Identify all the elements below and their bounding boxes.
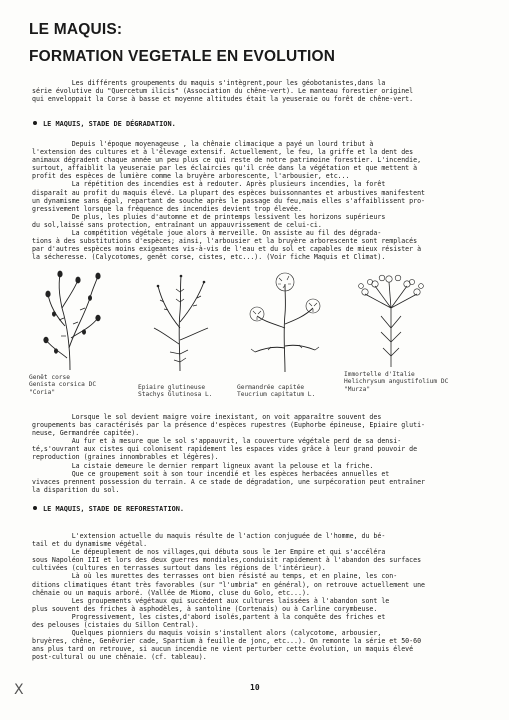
caption-genet-corse: Genêt corse Genista corsica DC "Coria"	[29, 374, 97, 396]
margin-mark: X	[14, 682, 24, 698]
page-number: 10	[250, 683, 260, 692]
intro-paragraph: Les différents groupements du maquis s'intègrent,pour les géobotanistes,dans la série évolutive du "Quercetum ilicis" (Association du chêne-vert). Le manteau forestier originel qui enveloppait la Corse à basse et moyenne altitudes était la yeuseraie ou forêt de chêne-vert.	[32, 79, 414, 104]
section1-body: Depuis l'époque moyenageuse , la chênaie climacique a payé un lourd tribut à l'extension des cultures et à l'élevage extensif. Actuellement, le feu, la griffe et la dent des animaux dégradent chaque année un peu plus ce qui reste de notre patrimoine forestier. L'incendie, surtout, affaiblit la yeuseraie par les éclaircies qu'il crée dans la végétation et que mettent à profit des espèces de lumière comme la bruyère arborescente, l'arbousier, etc... La répétition des incendies est à redouter. Après plusieurs incendies, la forêt disparaît au profit du maquis élevé. La plupart des espèces buissonnantes et arbustives manifestent un dynamisme sans égal, repartant de souche après le passage du feu,mais elles s'affaiblissent pro- gressivement lorsque la fréquence des incendies devient trop élevée. De plus, les pluies d'automne et de printemps lessivent les horizons supérieurs du sol,laissé sans protection, entraînant un appauvrissement de celui-ci. La compétition végétale joue alors à merveille. On assiste au fil des dégrada- tions à des substitutions d'espèces; ainsi, l'arbousier et la bruyère arborescente sont remplacés par d'autres espèces moins exigeantes vis-à-vis de l'eau et du sol et capables de mieux résister à la sécheresse. (Calycotomes, genêt corse, cistes, etc...). (Voir fiche Maquis et Climat).	[32, 140, 426, 262]
section1-body-continued: Lorsque le sol devient maigre voire inexistant, on voit apparaître souvent des groupements bas caractérisés par la présence d'espèces rupestres (Euphorbe épineuse, Epiaire gluti- neuse, Germandrée capitée). Au fur et à mesure que le sol s'appauvrit, la couverture végétale perd de sa densi- té,s'ouvrant aux cistes qui colonisent rapidement les espaces vides grâce à leur grand pouvoir de reproduction (graines innombrables et légères). La cistaie demeure le dernier rempart ligneux avant la pelouse et la friche. Que ce groupement soit à son tour incendié et les espèces herbacées annuelles et vivaces prennent possession du terrain. A ce stade de dégradation, une surpécoration peut entraîner la disparition du sol.	[32, 413, 426, 494]
section-heading-degradation	[33, 120, 176, 128]
section-heading-reforestation	[33, 505, 184, 513]
section2-body: L'extension actuelle du maquis résulte de l'action conjuguée de l'homme, du bé- tail et du dynamisme végétal. Le dépeuplement de nos villages,qui débuta sous le 1er Empire et qui s'accéléra sous Napoléon III et lors des deux guerres mondiales,conduisit rapidement à l'abandon des surfaces cultivées (cultures en terrasses surtout dans les régions de l'intérieur). Là où les murettes des terrasses ont bien résisté au temps, et en plaine, les con- ditions climatiques étant très favorables (sur "l'umbria" en général), on retrouve actuellement une chênaie ou un maquis arboré. (Vallée de Miomo, cluse du Golo, etc...). Les groupements végétaux qui succèdent aux cultures laissées à l'abandon sont le plus souvent des friches à asphodèles, à santoline (Cortenais) ou à Carline corymbeuse. Progressivement, les cistes,d'abord isolés,partent à la conquête des friches et des pelouses (cistaies du Sillon Central). Quelques pionniers du maquis voisin s'installent alors (calycotome, arbousier, bruyères, chêne, Genêvrier cade, Spartium à feuille de jonc, etc...). On remonte la série et 50-60 ans plus tard on retrouve, si aucun incendie ne vient perturber cette évolution, un maquis élevé post-cultural ou une chênaie. (cf. tableau).	[32, 532, 426, 662]
caption-epiaire-glutineuse: Epiaire glutineuse Stachys Glutinosa L.	[138, 384, 213, 399]
genet-corse-illustration	[40, 268, 110, 372]
caption-germandree-capitee: Germandrée capitée Teucrium capitatum L.	[237, 384, 316, 399]
section-heading-text: LE MAQUIS, STADE DE REFORESTATION.	[43, 505, 185, 513]
caption-immortelle-italie: Immortelle d'Italie Helichrysum angustifolium DC "Murza"	[344, 371, 449, 393]
germandree-capitee-illustration	[245, 268, 325, 374]
title-line-2: FORMATION VEGETALE EN EVOLUTION	[29, 48, 336, 65]
bullet-icon	[33, 506, 37, 510]
bullet-icon	[33, 121, 37, 125]
immortelle-italie-illustration	[355, 268, 427, 368]
epiaire-glutineuse-illustration	[150, 272, 212, 372]
title-line-1: LE MAQUIS:	[29, 21, 123, 38]
section-heading-text: LE MAQUIS, STADE DE DÉGRADATION.	[43, 120, 176, 128]
